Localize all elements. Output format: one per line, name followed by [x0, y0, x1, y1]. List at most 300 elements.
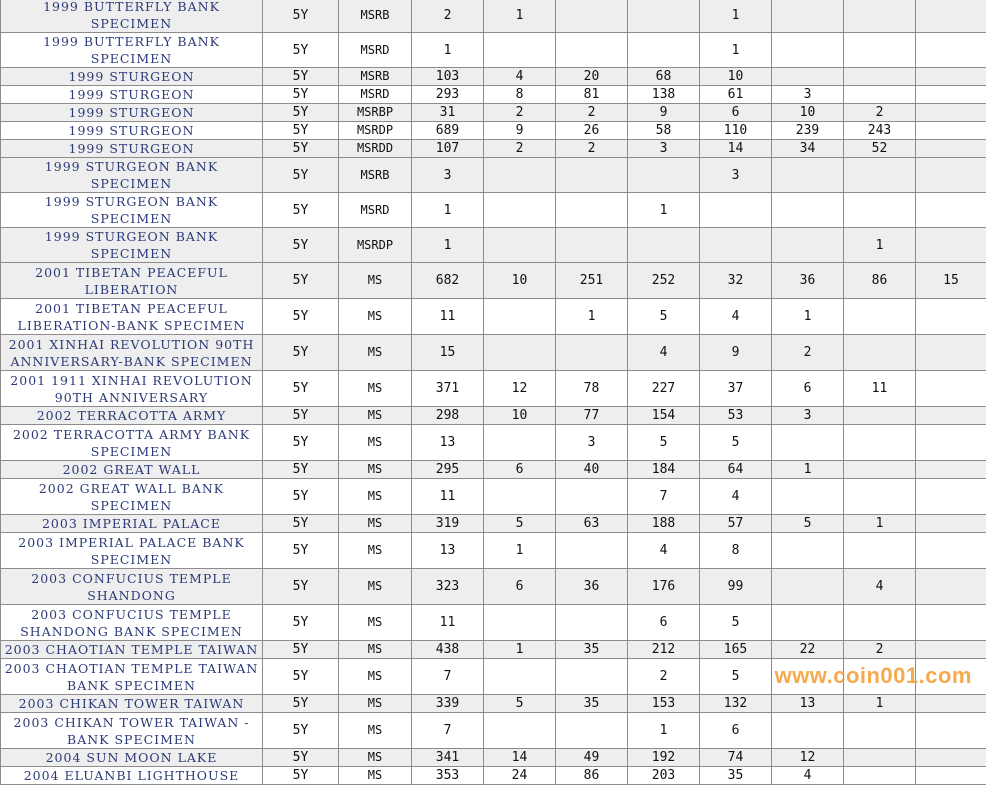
face-value-cell: 5Y	[263, 713, 339, 749]
grade-col-9-cell	[772, 659, 844, 695]
grade-col-7-cell: 203	[628, 767, 700, 785]
grade-col-7-cell: 252	[628, 263, 700, 299]
table-row	[1, 479, 986, 515]
grade-col-9-cell: 6	[772, 371, 844, 407]
grade-cell: MS	[339, 461, 412, 479]
grade-col-9-cell	[772, 425, 844, 461]
table-row	[1, 659, 986, 695]
total-cell: 1	[412, 33, 484, 68]
coin-name-cell: 1999 STURGEON	[1, 140, 263, 158]
total-cell: 7	[412, 659, 484, 695]
grade-col-7-cell: 68	[628, 68, 700, 86]
grade-col-6-cell: 49	[556, 749, 628, 767]
coin-name-cell: 1999 STURGEON BANK SPECIMEN	[1, 158, 263, 193]
grade-col-9-cell: 4	[772, 767, 844, 785]
grade-col-8-cell: 5	[700, 425, 772, 461]
table-row	[1, 104, 986, 122]
table-row	[1, 228, 986, 263]
coin-name-cell: 2003 CHAOTIAN TEMPLE TAIWAN	[1, 641, 263, 659]
grade-col-8-cell: 132	[700, 695, 772, 713]
grade-col-7-cell: 192	[628, 749, 700, 767]
total-cell: 682	[412, 263, 484, 299]
grade-col-6-cell: 251	[556, 263, 628, 299]
grade-cell: MS	[339, 605, 412, 641]
grade-col-6-cell: 63	[556, 515, 628, 533]
coin-name-cell: 2003 IMPERIAL PALACE	[1, 515, 263, 533]
grade-col-9-cell	[772, 193, 844, 228]
grade-col-9-cell	[772, 533, 844, 569]
coin-name-cell: 2001 1911 XINHAI REVOLUTION 90TH ANNIVERSARY	[1, 371, 263, 407]
coin-name-cell: 1999 STURGEON	[1, 104, 263, 122]
grade-col-10-cell	[844, 193, 916, 228]
grade-col-11-cell	[916, 641, 986, 659]
grade-cell: MS	[339, 263, 412, 299]
grade-col-11-cell	[916, 533, 986, 569]
coin-name-cell: 1999 BUTTERFLY BANK SPECIMEN	[1, 33, 263, 68]
grade-col-7-cell: 154	[628, 407, 700, 425]
grade-col-11-cell	[916, 86, 986, 104]
grade-cell: MSRD	[339, 193, 412, 228]
table-body	[1, 0, 986, 785]
grade-col-6-cell	[556, 659, 628, 695]
grade-col-11-cell	[916, 33, 986, 68]
grade-cell: MSRB	[339, 68, 412, 86]
grade-col-7-cell: 1	[628, 713, 700, 749]
grade-col-7-cell: 212	[628, 641, 700, 659]
coin-name-cell: 2003 CHIKAN TOWER TAIWAN - BANK SPECIMEN	[1, 713, 263, 749]
grade-col-11-cell	[916, 515, 986, 533]
grade-col-5-cell: 10	[484, 263, 556, 299]
coin-name-cell: 2001 TIBETAN PEACEFUL LIBERATION	[1, 263, 263, 299]
coin-name-cell: 2003 IMPERIAL PALACE BANK SPECIMEN	[1, 533, 263, 569]
grade-col-10-cell	[844, 767, 916, 785]
grade-col-10-cell	[844, 425, 916, 461]
grade-col-5-cell: 14	[484, 749, 556, 767]
grade-cell: MSRD	[339, 33, 412, 68]
grade-col-9-cell: 239	[772, 122, 844, 140]
total-cell: 438	[412, 641, 484, 659]
face-value-cell: 5Y	[263, 605, 339, 641]
grade-col-11-cell	[916, 68, 986, 86]
coin-name-cell: 2002 TERRACOTTA ARMY BANK SPECIMEN	[1, 425, 263, 461]
grade-col-6-cell: 3	[556, 425, 628, 461]
coin-name-cell: 1999 STURGEON	[1, 122, 263, 140]
grade-col-10-cell	[844, 86, 916, 104]
face-value-cell: 5Y	[263, 461, 339, 479]
table-row	[1, 86, 986, 104]
grade-col-11-cell	[916, 479, 986, 515]
grade-col-8-cell: 110	[700, 122, 772, 140]
table-row	[1, 0, 986, 33]
grade-col-9-cell	[772, 0, 844, 33]
grade-cell: MSRDD	[339, 140, 412, 158]
grade-col-5-cell: 5	[484, 515, 556, 533]
table-row	[1, 407, 986, 425]
grade-col-5-cell: 9	[484, 122, 556, 140]
table-row	[1, 68, 986, 86]
total-cell: 293	[412, 86, 484, 104]
total-cell: 13	[412, 425, 484, 461]
grade-col-9-cell: 10	[772, 104, 844, 122]
grade-col-8-cell: 53	[700, 407, 772, 425]
coin-name-cell: 2004 SUN MOON LAKE	[1, 749, 263, 767]
grade-cell: MSRDP	[339, 228, 412, 263]
grade-col-7-cell: 227	[628, 371, 700, 407]
grade-col-7-cell	[628, 0, 700, 33]
grade-col-8-cell: 3	[700, 158, 772, 193]
total-cell: 341	[412, 749, 484, 767]
grade-col-9-cell: 3	[772, 86, 844, 104]
grade-col-11-cell	[916, 228, 986, 263]
coin-name-cell: 2001 XINHAI REVOLUTION 90TH ANNIVERSARY-BANK SPECIMEN	[1, 335, 263, 371]
face-value-cell: 5Y	[263, 33, 339, 68]
coin-name-cell: 2003 CHAOTIAN TEMPLE TAIWAN BANK SPECIMEN	[1, 659, 263, 695]
table-row	[1, 695, 986, 713]
grade-col-11-cell	[916, 299, 986, 335]
grade-col-6-cell: 35	[556, 641, 628, 659]
grade-col-5-cell	[484, 425, 556, 461]
grade-col-9-cell	[772, 68, 844, 86]
grade-cell: MSRD	[339, 86, 412, 104]
grade-col-11-cell: 15	[916, 263, 986, 299]
grade-col-11-cell	[916, 335, 986, 371]
grade-col-8-cell: 32	[700, 263, 772, 299]
grade-cell: MS	[339, 767, 412, 785]
grade-cell: MS	[339, 569, 412, 605]
grade-col-5-cell: 12	[484, 371, 556, 407]
grade-col-6-cell: 35	[556, 695, 628, 713]
grade-col-11-cell	[916, 659, 986, 695]
grade-col-5-cell: 24	[484, 767, 556, 785]
grade-col-10-cell	[844, 461, 916, 479]
face-value-cell: 5Y	[263, 104, 339, 122]
grade-col-10-cell	[844, 299, 916, 335]
grade-col-6-cell	[556, 335, 628, 371]
face-value-cell: 5Y	[263, 695, 339, 713]
face-value-cell: 5Y	[263, 68, 339, 86]
table-row	[1, 158, 986, 193]
grade-col-11-cell	[916, 0, 986, 33]
grade-cell: MS	[339, 749, 412, 767]
grade-col-9-cell	[772, 479, 844, 515]
grade-col-10-cell	[844, 68, 916, 86]
grade-col-11-cell	[916, 695, 986, 713]
face-value-cell: 5Y	[263, 140, 339, 158]
grade-col-9-cell	[772, 228, 844, 263]
face-value-cell: 5Y	[263, 569, 339, 605]
grade-col-11-cell	[916, 749, 986, 767]
grade-col-8-cell: 61	[700, 86, 772, 104]
grade-col-5-cell: 6	[484, 461, 556, 479]
table-row	[1, 461, 986, 479]
grade-col-7-cell: 4	[628, 533, 700, 569]
table-row	[1, 122, 986, 140]
coin-name-cell: 2003 CHIKAN TOWER TAIWAN	[1, 695, 263, 713]
grade-col-10-cell	[844, 407, 916, 425]
total-cell: 1	[412, 228, 484, 263]
face-value-cell: 5Y	[263, 641, 339, 659]
grade-col-11-cell	[916, 461, 986, 479]
grade-col-10-cell	[844, 659, 916, 695]
grade-col-5-cell: 2	[484, 104, 556, 122]
grade-col-7-cell: 2	[628, 659, 700, 695]
face-value-cell: 5Y	[263, 263, 339, 299]
grade-col-6-cell: 1	[556, 299, 628, 335]
coin-name-cell: 1999 BUTTERFLY BANK SPECIMEN	[1, 0, 263, 33]
grade-col-8-cell: 35	[700, 767, 772, 785]
grade-cell: MSRDP	[339, 122, 412, 140]
grade-cell: MS	[339, 425, 412, 461]
grade-cell: MS	[339, 695, 412, 713]
grade-col-7-cell: 58	[628, 122, 700, 140]
face-value-cell: 5Y	[263, 228, 339, 263]
grade-cell: MS	[339, 479, 412, 515]
total-cell: 15	[412, 335, 484, 371]
grade-col-5-cell: 1	[484, 533, 556, 569]
coin-name-cell: 2003 CONFUCIUS TEMPLE SHANDONG	[1, 569, 263, 605]
grade-cell: MS	[339, 515, 412, 533]
grade-col-10-cell	[844, 479, 916, 515]
grade-col-8-cell: 9	[700, 335, 772, 371]
grade-col-8-cell	[700, 228, 772, 263]
grade-col-10-cell	[844, 605, 916, 641]
grade-col-9-cell: 34	[772, 140, 844, 158]
grade-col-6-cell	[556, 713, 628, 749]
grade-col-9-cell: 13	[772, 695, 844, 713]
total-cell: 3	[412, 158, 484, 193]
grade-cell: MS	[339, 335, 412, 371]
grade-cell: MSRB	[339, 0, 412, 33]
grade-col-8-cell: 14	[700, 140, 772, 158]
table-row	[1, 767, 986, 785]
grade-col-5-cell	[484, 228, 556, 263]
grade-col-6-cell: 78	[556, 371, 628, 407]
grade-col-7-cell: 6	[628, 605, 700, 641]
grade-col-11-cell	[916, 425, 986, 461]
grade-col-5-cell: 4	[484, 68, 556, 86]
grade-col-10-cell	[844, 335, 916, 371]
grade-col-10-cell: 11	[844, 371, 916, 407]
grade-cell: MS	[339, 641, 412, 659]
grade-cell: MS	[339, 659, 412, 695]
grade-cell: MS	[339, 533, 412, 569]
table-row	[1, 263, 986, 299]
grade-col-8-cell: 5	[700, 605, 772, 641]
total-cell: 689	[412, 122, 484, 140]
total-cell: 107	[412, 140, 484, 158]
grade-col-11-cell	[916, 605, 986, 641]
table-row	[1, 533, 986, 569]
grade-col-5-cell	[484, 33, 556, 68]
grade-col-5-cell	[484, 299, 556, 335]
grade-col-11-cell	[916, 158, 986, 193]
grade-col-9-cell	[772, 33, 844, 68]
total-cell: 1	[412, 193, 484, 228]
grade-col-8-cell	[700, 193, 772, 228]
face-value-cell: 5Y	[263, 749, 339, 767]
coin-name-cell: 1999 STURGEON	[1, 68, 263, 86]
grade-col-10-cell: 1	[844, 515, 916, 533]
grade-col-5-cell: 8	[484, 86, 556, 104]
grade-col-8-cell: 6	[700, 104, 772, 122]
grade-col-9-cell	[772, 605, 844, 641]
table-row	[1, 193, 986, 228]
grade-col-6-cell: 26	[556, 122, 628, 140]
grade-col-10-cell: 86	[844, 263, 916, 299]
grade-col-8-cell: 6	[700, 713, 772, 749]
table-row	[1, 140, 986, 158]
grade-col-7-cell: 3	[628, 140, 700, 158]
grade-col-8-cell: 10	[700, 68, 772, 86]
grade-col-8-cell: 4	[700, 479, 772, 515]
grade-col-5-cell	[484, 713, 556, 749]
grade-col-6-cell	[556, 605, 628, 641]
face-value-cell: 5Y	[263, 533, 339, 569]
grade-col-6-cell: 2	[556, 104, 628, 122]
total-cell: 13	[412, 533, 484, 569]
grade-col-9-cell: 3	[772, 407, 844, 425]
total-cell: 11	[412, 605, 484, 641]
face-value-cell: 5Y	[263, 659, 339, 695]
face-value-cell: 5Y	[263, 425, 339, 461]
total-cell: 11	[412, 299, 484, 335]
face-value-cell: 5Y	[263, 158, 339, 193]
grade-col-11-cell	[916, 140, 986, 158]
grade-col-6-cell: 81	[556, 86, 628, 104]
table-row	[1, 335, 986, 371]
grade-col-7-cell	[628, 228, 700, 263]
grade-col-10-cell: 1	[844, 228, 916, 263]
coin-name-cell: 2002 TERRACOTTA ARMY	[1, 407, 263, 425]
grade-col-7-cell: 153	[628, 695, 700, 713]
coin-name-cell: 2004 ELUANBI LIGHTHOUSE	[1, 767, 263, 785]
grade-col-8-cell: 74	[700, 749, 772, 767]
grade-col-10-cell: 2	[844, 641, 916, 659]
grade-col-5-cell	[484, 335, 556, 371]
grade-col-10-cell: 4	[844, 569, 916, 605]
grade-cell: MS	[339, 713, 412, 749]
face-value-cell: 5Y	[263, 515, 339, 533]
table-row	[1, 749, 986, 767]
grade-col-8-cell: 4	[700, 299, 772, 335]
grade-col-10-cell	[844, 158, 916, 193]
grade-col-5-cell	[484, 158, 556, 193]
grade-col-7-cell: 184	[628, 461, 700, 479]
coin-name-cell: 1999 STURGEON BANK SPECIMEN	[1, 228, 263, 263]
grade-col-5-cell: 10	[484, 407, 556, 425]
grade-col-7-cell: 9	[628, 104, 700, 122]
grade-col-7-cell: 5	[628, 425, 700, 461]
grade-col-11-cell	[916, 767, 986, 785]
grade-col-9-cell: 12	[772, 749, 844, 767]
table-row	[1, 605, 986, 641]
table-row	[1, 641, 986, 659]
table-row	[1, 515, 986, 533]
total-cell: 371	[412, 371, 484, 407]
total-cell: 319	[412, 515, 484, 533]
grade-col-7-cell	[628, 158, 700, 193]
grade-col-7-cell: 7	[628, 479, 700, 515]
total-cell: 353	[412, 767, 484, 785]
grade-col-10-cell: 2	[844, 104, 916, 122]
grade-col-8-cell: 57	[700, 515, 772, 533]
total-cell: 31	[412, 104, 484, 122]
grade-col-10-cell	[844, 0, 916, 33]
total-cell: 339	[412, 695, 484, 713]
grade-cell: MS	[339, 371, 412, 407]
grade-col-7-cell: 1	[628, 193, 700, 228]
grade-col-7-cell: 4	[628, 335, 700, 371]
grade-col-9-cell: 36	[772, 263, 844, 299]
face-value-cell: 5Y	[263, 371, 339, 407]
grade-col-5-cell: 1	[484, 0, 556, 33]
face-value-cell: 5Y	[263, 407, 339, 425]
grade-col-8-cell: 5	[700, 659, 772, 695]
grade-col-11-cell	[916, 371, 986, 407]
grade-col-8-cell: 1	[700, 0, 772, 33]
face-value-cell: 5Y	[263, 0, 339, 33]
grade-col-6-cell: 2	[556, 140, 628, 158]
grade-col-5-cell	[484, 193, 556, 228]
table-row	[1, 713, 986, 749]
grade-col-10-cell	[844, 33, 916, 68]
grade-col-10-cell	[844, 713, 916, 749]
grade-col-5-cell	[484, 659, 556, 695]
grade-col-8-cell: 165	[700, 641, 772, 659]
coin-name-cell: 2002 GREAT WALL BANK SPECIMEN	[1, 479, 263, 515]
grade-col-6-cell: 36	[556, 569, 628, 605]
coin-name-cell: 2002 GREAT WALL	[1, 461, 263, 479]
face-value-cell: 5Y	[263, 86, 339, 104]
grade-col-11-cell	[916, 193, 986, 228]
total-cell: 103	[412, 68, 484, 86]
grade-col-8-cell: 37	[700, 371, 772, 407]
grade-cell: MSRB	[339, 158, 412, 193]
grade-col-9-cell	[772, 713, 844, 749]
grade-col-8-cell: 99	[700, 569, 772, 605]
grade-col-6-cell: 40	[556, 461, 628, 479]
grade-col-11-cell	[916, 122, 986, 140]
total-cell: 11	[412, 479, 484, 515]
total-cell: 2	[412, 0, 484, 33]
grade-col-5-cell: 2	[484, 140, 556, 158]
grade-col-6-cell: 77	[556, 407, 628, 425]
face-value-cell: 5Y	[263, 767, 339, 785]
face-value-cell: 5Y	[263, 335, 339, 371]
grade-cell: MSRBP	[339, 104, 412, 122]
grade-col-7-cell: 138	[628, 86, 700, 104]
grade-col-8-cell: 64	[700, 461, 772, 479]
table-row	[1, 299, 986, 335]
table-row	[1, 371, 986, 407]
total-cell: 323	[412, 569, 484, 605]
table-row	[1, 425, 986, 461]
total-cell: 295	[412, 461, 484, 479]
grade-cell: MS	[339, 407, 412, 425]
grade-col-8-cell: 1	[700, 33, 772, 68]
grade-col-8-cell: 8	[700, 533, 772, 569]
face-value-cell: 5Y	[263, 299, 339, 335]
grade-col-9-cell	[772, 569, 844, 605]
grade-col-6-cell	[556, 33, 628, 68]
grade-col-9-cell: 2	[772, 335, 844, 371]
grade-col-10-cell	[844, 533, 916, 569]
grade-col-5-cell	[484, 479, 556, 515]
grade-col-6-cell	[556, 533, 628, 569]
grade-col-6-cell	[556, 158, 628, 193]
grade-cell: MS	[339, 299, 412, 335]
grade-col-6-cell	[556, 228, 628, 263]
